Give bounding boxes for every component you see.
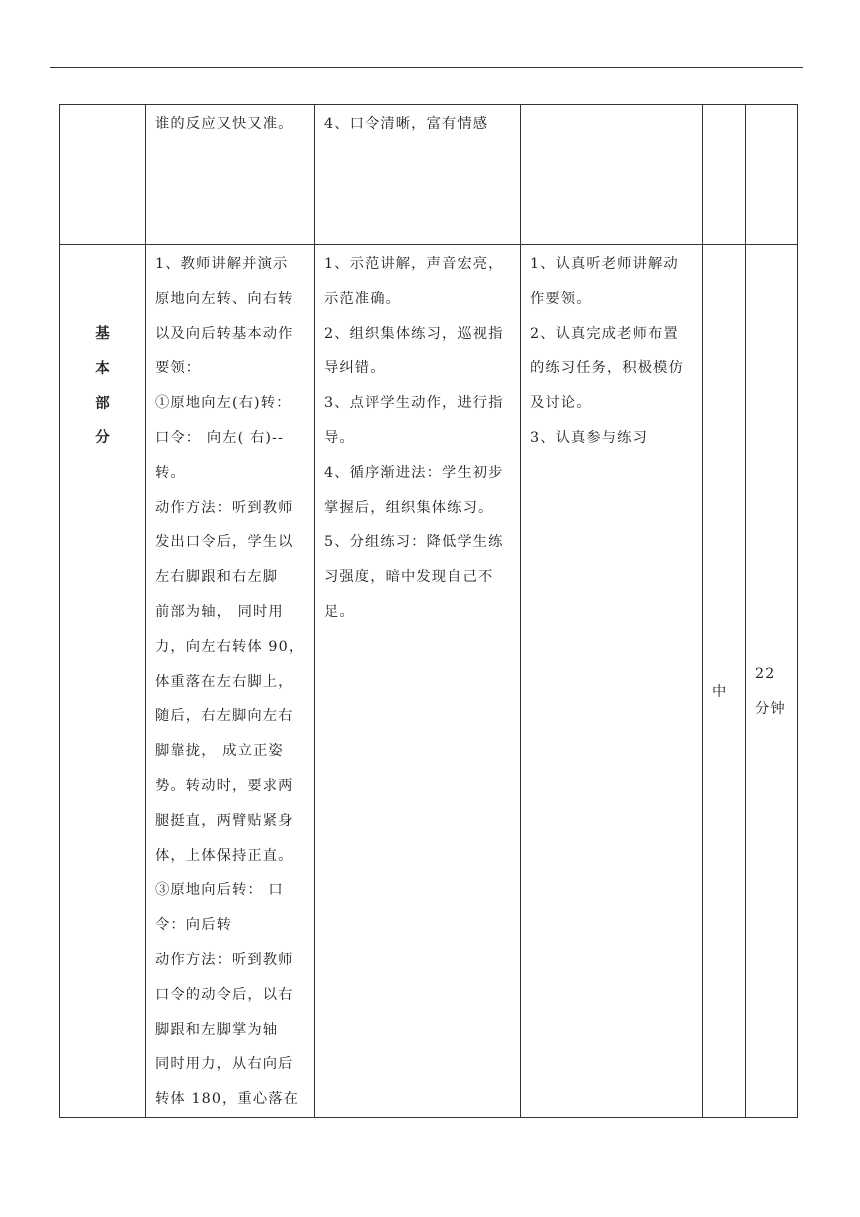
text-line: 左右脚跟和右左脚 xyxy=(155,569,279,586)
text-line: 3、点评学生动作，进行指 xyxy=(324,395,504,412)
teaching-method-text xyxy=(315,105,520,142)
text-line: 的练习任务，积极模仿 xyxy=(530,360,684,377)
text-line: 脚靠拢， 成立正姿 xyxy=(155,743,284,760)
text-line: 体重落在左右脚上， xyxy=(155,673,294,690)
teaching-method-cell xyxy=(315,245,521,1118)
section-label-char: 基 xyxy=(95,325,110,342)
student-activity-cell xyxy=(521,105,703,245)
text-line: 掌握后，组织集体练习。 xyxy=(324,499,494,516)
text-line: 力，向左右转体 90， xyxy=(155,638,305,655)
section-label-char: 分 xyxy=(95,429,110,447)
table-row xyxy=(60,245,798,1118)
section-label-char: 本 xyxy=(95,359,110,377)
text-line: ①原地向左(右)转： xyxy=(155,395,292,412)
text-line: 示范准确。 xyxy=(324,290,401,307)
section-label xyxy=(60,245,145,456)
header-rule xyxy=(50,67,803,68)
text-line: 势。转动时，要求两 xyxy=(155,777,294,794)
student-activity-cell xyxy=(521,245,703,1118)
section-cell xyxy=(60,105,146,245)
text-line: 谁的反应又快又准。 xyxy=(155,116,294,132)
teacher-activity-cell xyxy=(146,245,315,1118)
text-line: 导纠错。 xyxy=(324,360,386,377)
text-line: 22 xyxy=(755,666,776,683)
text-line: 同时用力，从右向后 xyxy=(155,1056,294,1073)
text-line: 分钟 xyxy=(755,700,786,717)
student-activity-text xyxy=(521,105,702,107)
text-line: 体，上体保持正直。 xyxy=(155,847,294,864)
text-line: 及讨论。 xyxy=(530,395,592,412)
text-line: 要领： xyxy=(155,360,202,377)
text-line: 前部为轴， 同时用 xyxy=(155,603,284,620)
text-line: 原地向左转、向右转 xyxy=(155,290,294,307)
text-line: 2、认真完成老师布置 xyxy=(530,325,679,342)
text-line: 随后，右左脚向左右 xyxy=(155,708,294,725)
intensity-text xyxy=(703,105,745,107)
text-line: 足。 xyxy=(324,603,355,620)
text-line: ③原地向后转： 口 xyxy=(155,882,284,899)
text-line: 2、组织集体练习，巡视指 xyxy=(324,325,504,342)
teaching-method-cell xyxy=(315,105,521,245)
teacher-activity-cell xyxy=(146,105,315,245)
text-line: 转。 xyxy=(155,464,186,481)
text-line: 口令的动令后，以右 xyxy=(155,986,294,1003)
text-line: 4、循序渐进法：学生初步 xyxy=(324,464,504,481)
section-label-cell xyxy=(60,245,146,1118)
text-line: 4、口令清晰，富有情感 xyxy=(324,116,489,132)
text-line: 令：向后转 xyxy=(155,917,232,934)
table-row xyxy=(60,105,798,245)
text-line: 作要领。 xyxy=(530,290,592,307)
time-cell xyxy=(746,245,798,1118)
text-line: 动作方法：听到教师 xyxy=(155,499,294,516)
text-line: 以及向后转基本动作 xyxy=(155,325,294,342)
time-text xyxy=(746,105,797,107)
text-line: 1、认真听老师讲解动 xyxy=(530,256,679,272)
time-text xyxy=(746,655,797,727)
time-cell xyxy=(746,105,798,245)
text-line: 口令： 向左( 右)-- xyxy=(155,429,284,446)
text-line: 动作方法：听到教师 xyxy=(155,951,294,968)
intensity-cell xyxy=(703,245,746,1118)
student-activity-text xyxy=(521,245,702,456)
text-line: 1、教师讲解并演示 xyxy=(155,256,289,272)
teacher-activity-text xyxy=(146,105,314,142)
lesson-plan-table xyxy=(59,104,798,1118)
text-line: 1、示范讲解，声音宏亮， xyxy=(324,256,504,272)
intensity-cell xyxy=(703,105,746,245)
text-line: 腿挺直，两臂贴紧身 xyxy=(155,812,294,829)
intensity-text: 中 xyxy=(712,683,728,700)
text-line: 5、分组练习：降低学生练 xyxy=(324,534,504,551)
teaching-method-text xyxy=(315,245,520,630)
text-line: 导。 xyxy=(324,429,355,446)
section-label-char: 部 xyxy=(95,394,110,412)
text-line: 脚跟和左脚掌为轴 xyxy=(155,1021,279,1038)
text-line: 发出口令后，学生以 xyxy=(155,534,294,551)
text-line: 3、认真参与练习 xyxy=(530,429,648,446)
teacher-activity-text xyxy=(146,245,314,1117)
text-line: 转体 180，重心落在 xyxy=(155,1091,300,1108)
text-line: 习强度，暗中发现自己不 xyxy=(324,569,494,586)
